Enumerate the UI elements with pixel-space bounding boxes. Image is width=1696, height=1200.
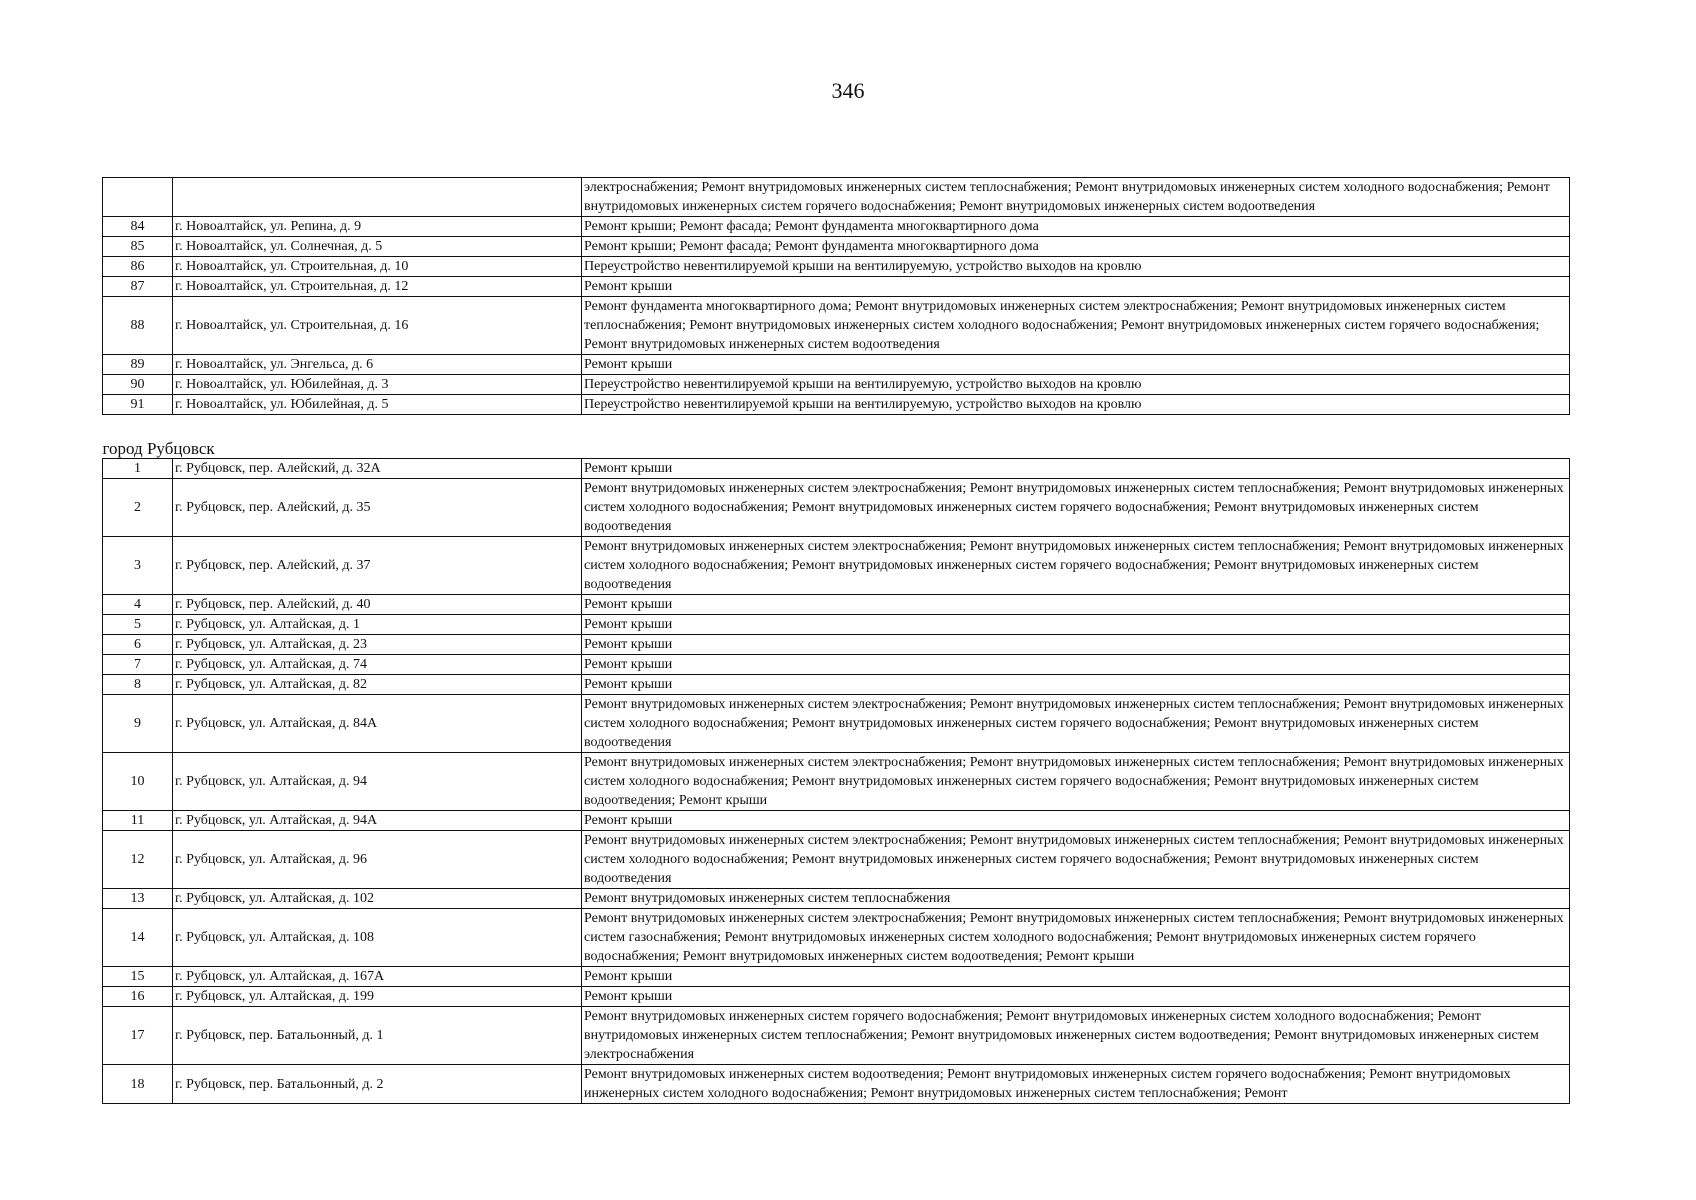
address-cell: г. Рубцовск, ул. Алтайская, д. 94 — [173, 753, 582, 811]
works-cell: Ремонт крыши — [582, 635, 1570, 655]
row-number-cell: 9 — [103, 695, 173, 753]
row-number-cell: 6 — [103, 635, 173, 655]
row-number-cell: 84 — [103, 217, 173, 237]
table-row — [103, 889, 1570, 909]
row-number-cell: 15 — [103, 967, 173, 987]
works-cell: Ремонт крыши — [582, 811, 1570, 831]
page-number: 346 — [831, 78, 865, 103]
table-row — [103, 297, 1570, 355]
works-cell: Ремонт внутридомовых инженерных систем электроснабжения; Ремонт внутридомовых инженерных систем теплоснабжения; Ремонт внутридомовых инженерных систем холодного водоснабжения; Ремонт внутридомовых инженерных систем горячего водоснабжения; Ремонт внутридомовых инженерных систем водоотведения; Ремонт крыши — [582, 753, 1570, 811]
row-number-cell: 88 — [103, 297, 173, 355]
address-cell: г. Рубцовск, пер. Алейский, д. 40 — [173, 595, 582, 615]
row-number-cell — [103, 178, 173, 217]
works-cell: Ремонт внутридомовых инженерных систем электроснабжения; Ремонт внутридомовых инженерных систем теплоснабжения; Ремонт внутридомовых инженерных систем холодного водоснабжения; Ремонт внутридомовых инженерных систем горячего водоснабжения; Ремонт внутридомовых инженерных систем водоотведения — [582, 537, 1570, 595]
address-cell: г. Новоалтайск, ул. Строительная, д. 12 — [173, 277, 582, 297]
address-cell: г. Новоалтайск, ул. Строительная, д. 16 — [173, 297, 582, 355]
table-row — [103, 675, 1570, 695]
row-number-cell: 7 — [103, 655, 173, 675]
works-cell: Ремонт крыши — [582, 655, 1570, 675]
address-cell: г. Рубцовск, ул. Алтайская, д. 1 — [173, 615, 582, 635]
address-cell: г. Новоалтайск, ул. Солнечная, д. 5 — [173, 237, 582, 257]
works-cell: Ремонт крыши — [582, 277, 1570, 297]
address-cell: г. Рубцовск, ул. Алтайская, д. 23 — [173, 635, 582, 655]
works-cell: Ремонт внутридомовых инженерных систем электроснабжения; Ремонт внутридомовых инженерных систем теплоснабжения; Ремонт внутридомовых инженерных систем газоснабжения; Ремонт внутридомовых инженерных систем холодного водоснабжения; Ремонт внутридомовых инженерных систем горячего водоснабжения; Ремонт внутридомовых инженерных систем водоотведения; Ремонт крыши — [582, 909, 1570, 967]
table-row — [103, 967, 1570, 987]
row-number-cell: 87 — [103, 277, 173, 297]
address-cell: г. Рубцовск, пер. Алейский, д. 35 — [173, 479, 582, 537]
works-cell: электроснабжения; Ремонт внутридомовых инженерных систем теплоснабжения; Ремонт внутридомовых инженерных систем холодного водоснабжения; Ремонт внутридомовых инженерных систем горячего водоснабжения; Ремонт внутридомовых инженерных систем водоотведения — [582, 178, 1570, 217]
works-cell: Ремонт фундамента многоквартирного дома; Ремонт внутридомовых инженерных систем электроснабжения; Ремонт внутридомовых инженерных систем теплоснабжения; Ремонт внутридомовых инженерных систем холодного водоснабжения; Ремонт внутридомовых инженерных систем горячего водоснабжения; Ремонт внутридомовых инженерных систем водоотведения — [582, 297, 1570, 355]
table-row — [103, 355, 1570, 375]
table-row — [103, 459, 1570, 479]
address-cell: г. Новоалтайск, ул. Энгельса, д. 6 — [173, 355, 582, 375]
works-cell: Переустройство невентилируемой крыши на вентилируемую, устройство выходов на кровлю — [582, 395, 1570, 415]
table-row — [103, 615, 1570, 635]
address-cell: г. Рубцовск, ул. Алтайская, д. 102 — [173, 889, 582, 909]
address-cell — [173, 178, 582, 217]
row-number-cell: 16 — [103, 987, 173, 1007]
address-cell: г. Рубцовск, пер. Алейский, д. 32А — [173, 459, 582, 479]
address-cell: г. Рубцовск, ул. Алтайская, д. 167А — [173, 967, 582, 987]
table-row — [103, 1007, 1570, 1065]
address-cell: г. Рубцовск, ул. Алтайская, д. 82 — [173, 675, 582, 695]
works-cell: Ремонт внутридомовых инженерных систем водоотведения; Ремонт внутридомовых инженерных систем горячего водоснабжения; Ремонт внутридомовых инженерных систем холодного водоснабжения; Ремонт внутридомовых инженерных систем теплоснабжения; Ремонт — [582, 1065, 1570, 1104]
section-heading-row — [103, 437, 1570, 459]
row-number-cell: 18 — [103, 1065, 173, 1104]
table-row — [103, 257, 1570, 277]
address-cell: г. Новоалтайск, ул. Юбилейная, д. 5 — [173, 395, 582, 415]
table-row — [103, 479, 1570, 537]
row-number-cell: 3 — [103, 537, 173, 595]
table-row — [103, 987, 1570, 1007]
works-cell: Ремонт крыши — [582, 355, 1570, 375]
address-cell: г. Новоалтайск, ул. Строительная, д. 10 — [173, 257, 582, 277]
row-number-cell: 12 — [103, 831, 173, 889]
table-row — [103, 655, 1570, 675]
works-cell: Ремонт крыши — [582, 615, 1570, 635]
address-cell: г. Рубцовск, ул. Алтайская, д. 94А — [173, 811, 582, 831]
row-number-cell: 10 — [103, 753, 173, 811]
section-heading: город Рубцовск — [103, 437, 1570, 459]
table-row — [103, 217, 1570, 237]
table-row — [103, 595, 1570, 615]
works-cell: Ремонт внутридомовых инженерных систем электроснабжения; Ремонт внутридомовых инженерных систем теплоснабжения; Ремонт внутридомовых инженерных систем холодного водоснабжения; Ремонт внутридомовых инженерных систем горячего водоснабжения; Ремонт внутридомовых инженерных систем водоотведения — [582, 695, 1570, 753]
works-cell: Ремонт крыши — [582, 987, 1570, 1007]
table-row — [103, 831, 1570, 889]
table-row — [103, 395, 1570, 415]
row-number-cell: 13 — [103, 889, 173, 909]
row-number-cell: 8 — [103, 675, 173, 695]
address-cell: г. Новоалтайск, ул. Репина, д. 9 — [173, 217, 582, 237]
works-cell: Ремонт внутридомовых инженерных систем теплоснабжения — [582, 889, 1570, 909]
table-row — [103, 635, 1570, 655]
address-cell: г. Рубцовск, ул. Алтайская, д. 96 — [173, 831, 582, 889]
spacer-row — [103, 415, 1570, 438]
works-cell: Переустройство невентилируемой крыши на вентилируемую, устройство выходов на кровлю — [582, 375, 1570, 395]
table-row — [103, 375, 1570, 395]
row-number-cell: 89 — [103, 355, 173, 375]
row-number-cell: 11 — [103, 811, 173, 831]
table-row — [103, 909, 1570, 967]
row-number-cell: 86 — [103, 257, 173, 277]
works-cell: Переустройство невентилируемой крыши на вентилируемую, устройство выходов на кровлю — [582, 257, 1570, 277]
table-row — [103, 811, 1570, 831]
row-number-cell: 91 — [103, 395, 173, 415]
row-number-cell: 2 — [103, 479, 173, 537]
row-number-cell: 1 — [103, 459, 173, 479]
table-row — [103, 277, 1570, 297]
table-row — [103, 695, 1570, 753]
row-number-cell: 5 — [103, 615, 173, 635]
works-cell: Ремонт крыши; Ремонт фасада; Ремонт фундамента многоквартирного дома — [582, 217, 1570, 237]
row-number-cell: 4 — [103, 595, 173, 615]
address-cell: г. Новоалтайск, ул. Юбилейная, д. 3 — [173, 375, 582, 395]
table-row — [103, 178, 1570, 217]
address-cell: г. Рубцовск, ул. Алтайская, д. 108 — [173, 909, 582, 967]
row-number-cell: 85 — [103, 237, 173, 257]
address-cell: г. Рубцовск, ул. Алтайская, д. 199 — [173, 987, 582, 1007]
table-row — [103, 753, 1570, 811]
table-row — [103, 1065, 1570, 1104]
row-number-cell: 90 — [103, 375, 173, 395]
works-cell: Ремонт внутридомовых инженерных систем горячего водоснабжения; Ремонт внутридомовых инженерных систем холодного водоснабжения; Ремонт внутридомовых инженерных систем теплоснабжения; Ремонт внутридомовых инженерных систем водоотведения; Ремонт внутридомовых инженерных систем электроснабжения — [582, 1007, 1570, 1065]
spacer-cell — [103, 415, 1570, 438]
works-cell: Ремонт крыши — [582, 595, 1570, 615]
works-cell: Ремонт внутридомовых инженерных систем электроснабжения; Ремонт внутридомовых инженерных систем теплоснабжения; Ремонт внутридомовых инженерных систем холодного водоснабжения; Ремонт внутридомовых инженерных систем горячего водоснабжения; Ремонт внутридомовых инженерных систем водоотведения — [582, 831, 1570, 889]
row-number-cell: 17 — [103, 1007, 173, 1065]
works-cell: Ремонт крыши — [582, 967, 1570, 987]
table-row — [103, 237, 1570, 257]
address-cell: г. Рубцовск, ул. Алтайская, д. 74 — [173, 655, 582, 675]
works-table — [102, 177, 1570, 1104]
works-cell: Ремонт крыши; Ремонт фасада; Ремонт фундамента многоквартирного дома — [582, 237, 1570, 257]
table-row — [103, 537, 1570, 595]
works-cell: Ремонт крыши — [582, 675, 1570, 695]
address-cell: г. Рубцовск, пер. Батальонный, д. 2 — [173, 1065, 582, 1104]
address-cell: г. Рубцовск, пер. Батальонный, д. 1 — [173, 1007, 582, 1065]
works-cell: Ремонт крыши — [582, 459, 1570, 479]
works-cell: Ремонт внутридомовых инженерных систем электроснабжения; Ремонт внутридомовых инженерных систем теплоснабжения; Ремонт внутридомовых инженерных систем холодного водоснабжения; Ремонт внутридомовых инженерных систем горячего водоснабжения; Ремонт внутридомовых инженерных систем водоотведения — [582, 479, 1570, 537]
address-cell: г. Рубцовск, ул. Алтайская, д. 84А — [173, 695, 582, 753]
row-number-cell: 14 — [103, 909, 173, 967]
address-cell: г. Рубцовск, пер. Алейский, д. 37 — [173, 537, 582, 595]
